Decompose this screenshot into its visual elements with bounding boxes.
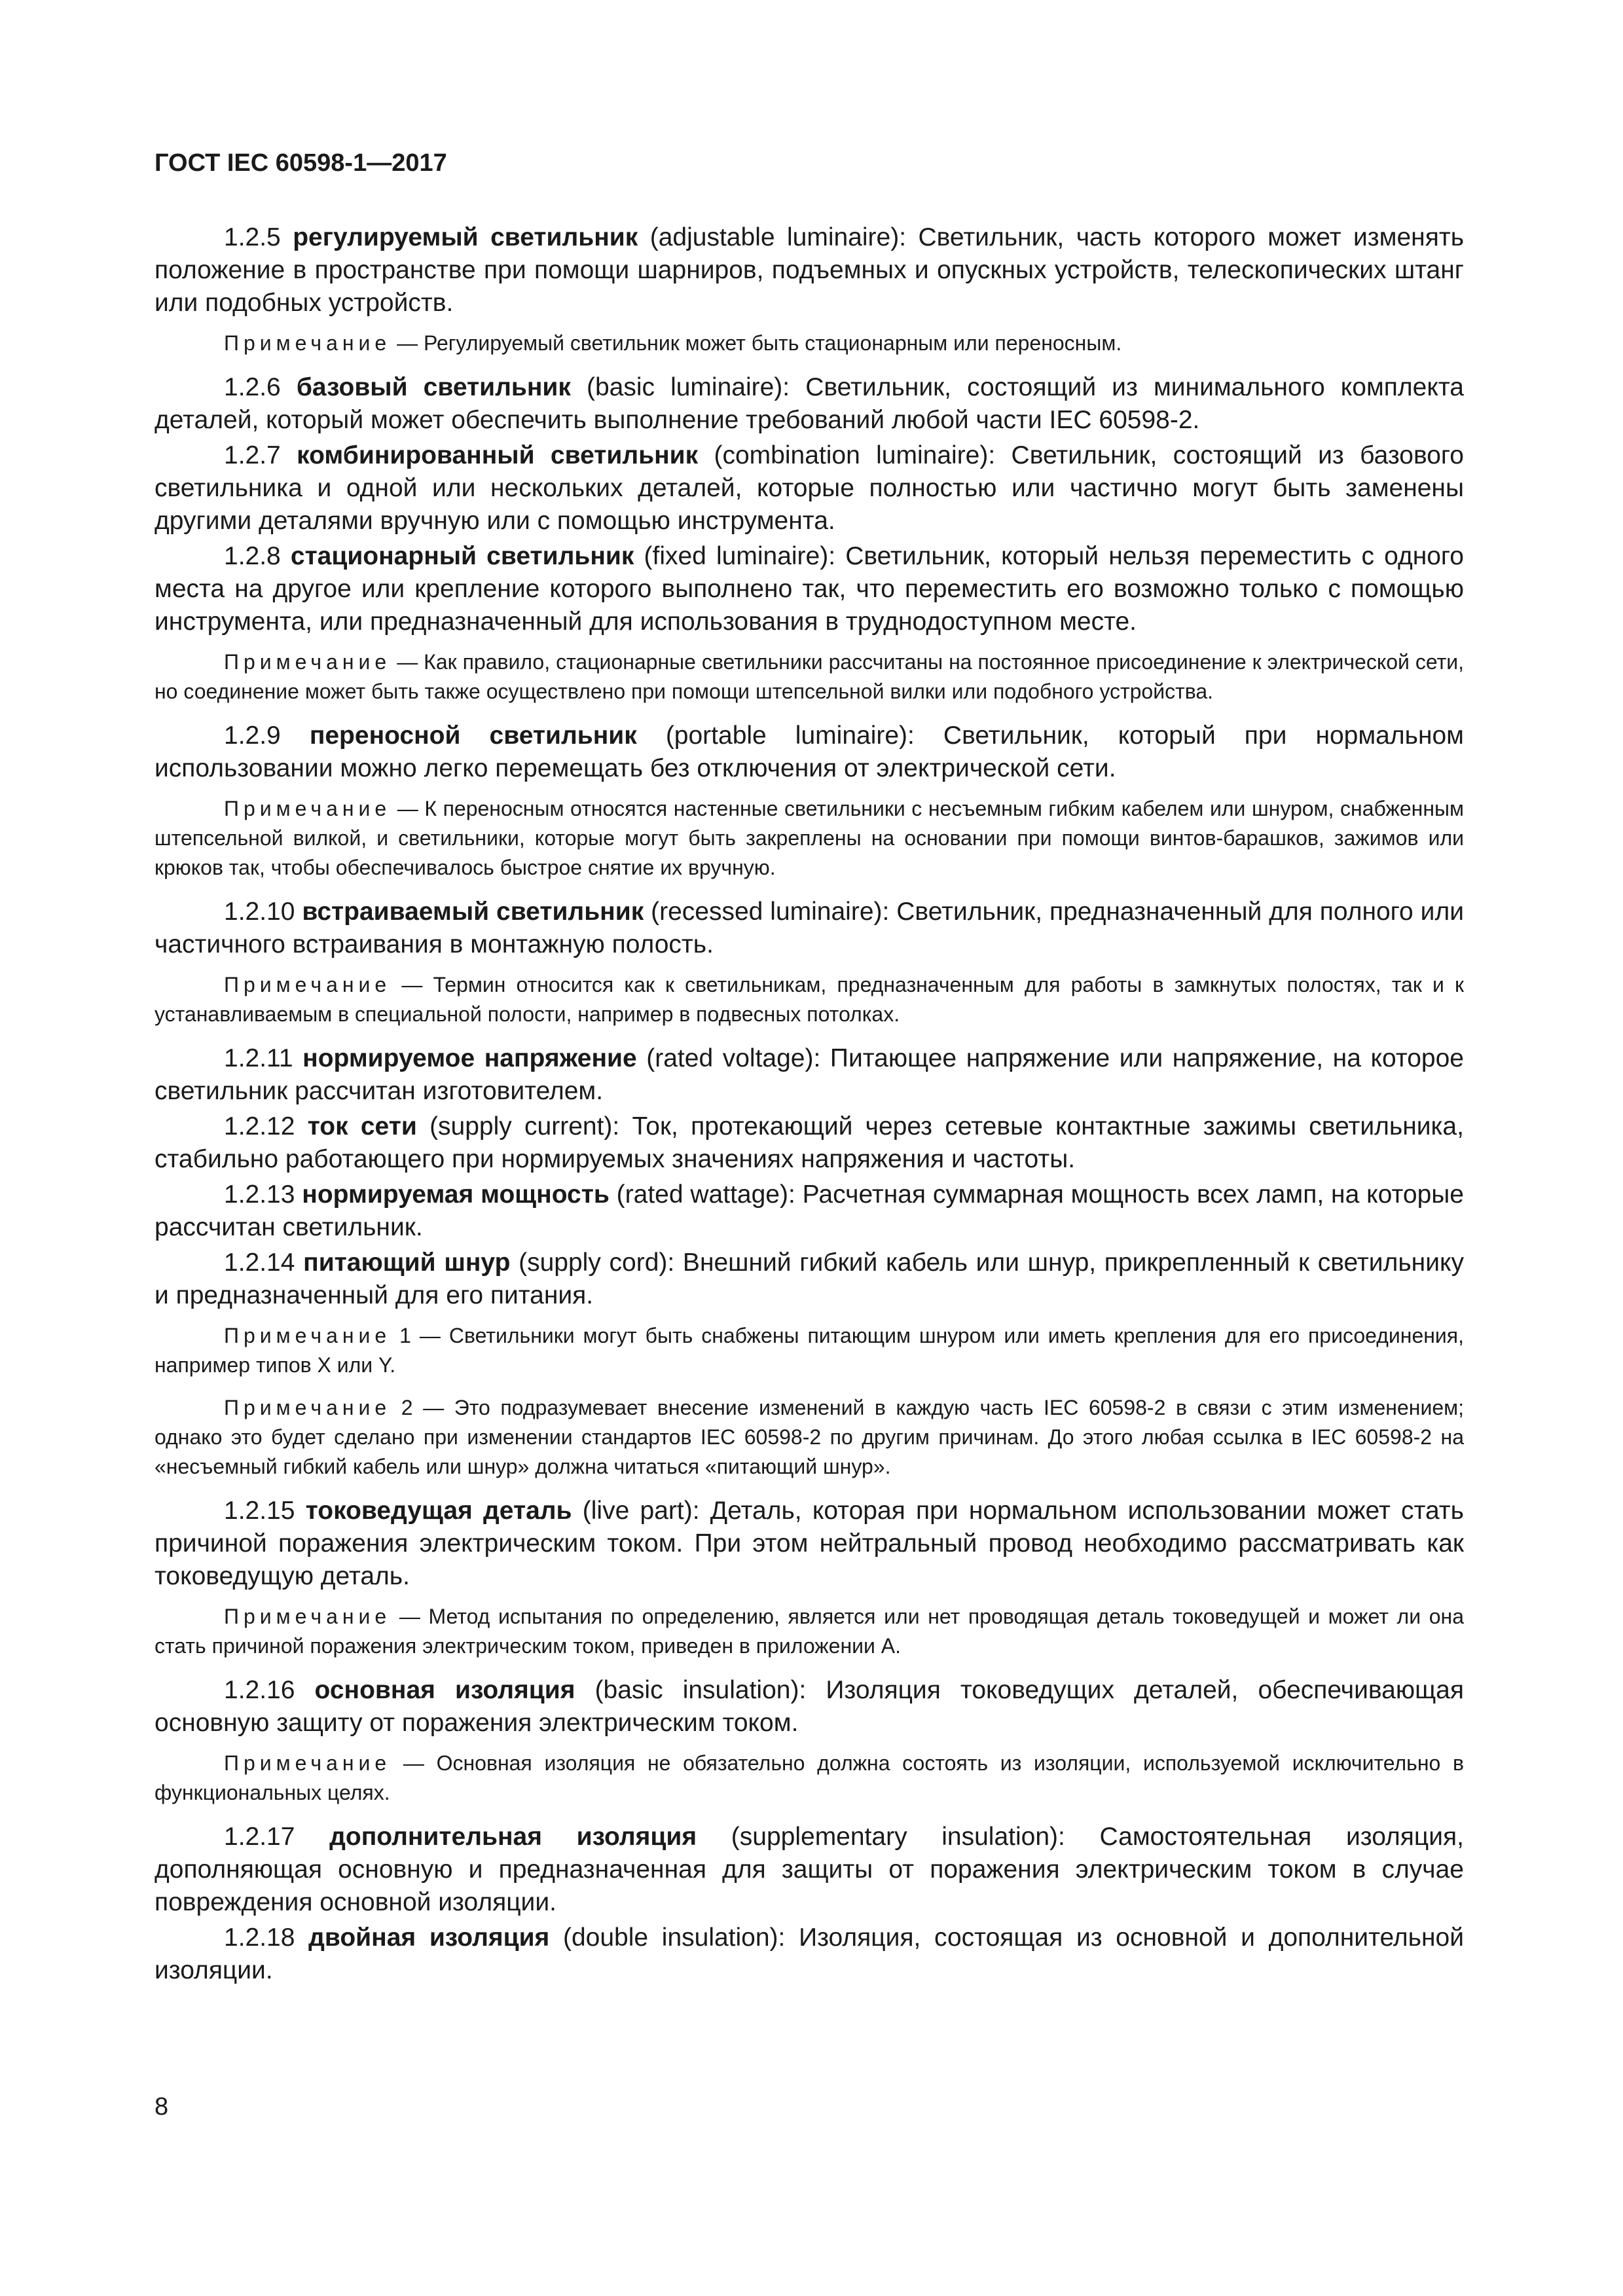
definition-text: (basic insulation): Изоляция токоведущих деталей, обеспечивающая основную защиту от поражения электрическим током. bbox=[155, 1676, 1464, 1737]
note-label: Примечание bbox=[224, 1396, 392, 1419]
clause-number: 1.2.18 bbox=[224, 1923, 309, 1952]
note-label: Примечание bbox=[224, 973, 392, 996]
term-name: двойная изоляция bbox=[308, 1923, 550, 1952]
definition-text: (adjustable luminaire): Светильник, часть которого может изменять положение в пространстве при помощи шарниров, подъемных и опускных устройств, телескопических штанг или подобных устройств. bbox=[155, 223, 1465, 317]
note-text: — Метод испытания по определению, является или нет проводящая деталь токоведущей и может ли она стать причиной поражения электрическим током, приведен в приложении А. bbox=[155, 1605, 1464, 1658]
definition-text: (portable luminaire): Светильник, который при нормальном использовании можно легко перемещать без отключения от электрической сети. bbox=[155, 721, 1464, 782]
note-text: — Регулируемый светильник может быть стационарным или переносным. bbox=[391, 331, 1122, 355]
note-paragraph bbox=[155, 1602, 1464, 1661]
term-name: переносной светильник bbox=[309, 721, 637, 750]
term-name: базовый светильник bbox=[296, 373, 571, 401]
note-label: Примечание bbox=[224, 1605, 392, 1628]
definition-text: (supply cord): Внешний гибкий кабель или шнур, прикрепленный к светильнику и предназначенный для его питания. bbox=[155, 1248, 1464, 1309]
note-text: — Как правило, стационарные светильники рассчитаны на постоянное присоединение к электрической сети, но соединение может быть также осуществлено при помощи штепсельной вилки или подобного устройства. bbox=[155, 650, 1464, 703]
term-definition bbox=[155, 1821, 1464, 1919]
clause-number: 1.2.8 bbox=[224, 542, 291, 570]
note-text: 2 — Это подразумевает внесение изменений в каждую часть IEC 60598-2 в связи с этим изменением; однако это будет сделано при изменении стандартов IEC 60598-2 по другим причинам. До этого любая ссылка в IEC 60598-2 на «несъемный гибкий кабель или шнур» должна читаться «питающий шнур». bbox=[155, 1396, 1464, 1478]
definition-text: (supply current): Ток, протекающий через сетевые контактные зажимы светильника, стабильно работающего при нормируемых значениях напряжения и частоты. bbox=[155, 1112, 1464, 1173]
page-body bbox=[155, 221, 1464, 1990]
term-name: основная изоляция bbox=[314, 1676, 575, 1704]
definition-text: (fixed luminaire): Светильник, который нельзя переместить с одного места на другое или крепление которого выполнено так, что переместить его возможно только с помощью инструмента, или предназначенный для использования в труднодоступном месте. bbox=[155, 542, 1464, 636]
term-name: стационарный светильник bbox=[290, 542, 634, 570]
term-definition bbox=[155, 1674, 1464, 1740]
note-label: Примечание bbox=[224, 1751, 392, 1775]
note-label: Примечание bbox=[224, 650, 392, 674]
definition-text: (rated voltage): Питающее напряжение или напряжение, на которое светильник рассчитан изготовителем. bbox=[155, 1044, 1465, 1105]
clause-number: 1.2.12 bbox=[224, 1112, 308, 1140]
note-paragraph bbox=[155, 1749, 1464, 1808]
clause-number: 1.2.10 bbox=[224, 898, 302, 926]
term-name: регулируемый светильник bbox=[293, 223, 638, 251]
page-number: 8 bbox=[155, 2093, 169, 2121]
clause-number: 1.2.5 bbox=[224, 223, 293, 251]
definition-text: (recessed luminaire): Светильник, предназначенный для полного или частичного встраивания в монтажную полость. bbox=[155, 898, 1464, 958]
definition-text: (supplementary insulation): Самостоятельная изоляция, дополняющая основную и предназначенная для защиты от поражения электрическим током в случае повреждения основной изоляции. bbox=[155, 1823, 1464, 1916]
term-name: дополнительная изоляция bbox=[329, 1823, 697, 1851]
note-paragraph bbox=[155, 1393, 1464, 1482]
term-name: питающий шнур bbox=[303, 1248, 511, 1277]
term-definition bbox=[155, 1922, 1464, 1987]
definition-text: (basic luminaire): Светильник, состоящий из минимального комплекта деталей, который может обеспечить выполнение требований любой части IEC 60598-2. bbox=[155, 373, 1464, 434]
term-name: ток сети bbox=[307, 1112, 417, 1140]
clause-number: 1.2.6 bbox=[224, 373, 297, 401]
term-definition bbox=[155, 1247, 1464, 1312]
term-definition bbox=[155, 1110, 1464, 1176]
term-definition bbox=[155, 1495, 1464, 1593]
definition-text: (combination luminaire): Светильник, состоящий из базового светильника и одной или нескольких деталей, которые полностью или частично могут быть заменены другими деталями вручную или с помощью инструмента. bbox=[155, 441, 1464, 535]
clause-number: 1.2.17 bbox=[224, 1823, 330, 1851]
note-text: 1 — Светильники могут быть снабжены питающим шнуром или иметь крепления для его присоединения, например типов X или Y. bbox=[155, 1324, 1464, 1377]
note-paragraph bbox=[155, 647, 1464, 706]
term-definition bbox=[155, 540, 1464, 638]
term-definition bbox=[155, 720, 1464, 785]
note-paragraph bbox=[155, 970, 1464, 1029]
note-paragraph bbox=[155, 794, 1464, 883]
term-definition bbox=[155, 1042, 1464, 1108]
clause-number: 1.2.11 bbox=[224, 1044, 303, 1072]
clause-number: 1.2.7 bbox=[224, 441, 297, 469]
note-text: — К переносным относятся настенные светильники с несъемным гибким кабелем или шнуром, снабженным штепсельной вилкой, и светильники, которые могут быть закреплены на основании при помощи винтов-барашков, зажимов или крюков так, чтобы обеспечивалось быстрое снятие их вручную. bbox=[155, 797, 1464, 879]
note-label: Примечание bbox=[224, 1324, 392, 1347]
term-definition bbox=[155, 221, 1464, 319]
term-name: встраиваемый светильник bbox=[302, 898, 644, 926]
clause-number: 1.2.15 bbox=[224, 1497, 306, 1525]
term-definition bbox=[155, 1178, 1464, 1244]
term-definition bbox=[155, 896, 1464, 961]
clause-number: 1.2.9 bbox=[224, 721, 310, 750]
document-header: ГОСТ IEC 60598-1—2017 bbox=[155, 149, 447, 177]
term-name: нормируемая мощность bbox=[302, 1180, 610, 1209]
clause-number: 1.2.13 bbox=[224, 1180, 302, 1209]
term-definition bbox=[155, 371, 1464, 437]
term-name: токоведущая деталь bbox=[305, 1497, 572, 1525]
term-definition bbox=[155, 439, 1464, 538]
term-name: нормируемое напряжение bbox=[302, 1044, 637, 1072]
note-label: Примечание bbox=[224, 797, 392, 820]
definition-text: (live part): Деталь, которая при нормальном использовании может стать причиной поражения электрическим током. При этом нейтральный провод необходимо рассматривать как токоведущую деталь. bbox=[155, 1497, 1464, 1590]
clause-number: 1.2.14 bbox=[224, 1248, 304, 1277]
note-paragraph bbox=[155, 1321, 1464, 1380]
clause-number: 1.2.16 bbox=[224, 1676, 315, 1704]
definition-text: (rated wattage): Расчетная суммарная мощность всех ламп, на которые рассчитан светильник. bbox=[155, 1180, 1464, 1241]
note-label: Примечание bbox=[224, 331, 392, 355]
term-name: комбинированный светильник bbox=[297, 441, 699, 469]
note-text: — Основная изоляция не обязательно должна состоять из изоляции, используемой исключительно в функциональных целях. bbox=[155, 1751, 1464, 1804]
definition-text: (double insulation): Изоляция, состоящая из основной и дополнительной изоляции. bbox=[155, 1923, 1464, 1984]
note-paragraph bbox=[155, 329, 1464, 358]
note-text: — Термин относится как к светильникам, предназначенным для работы в замкнутых полостях, так и к устанавливаемым в специальной полости, например в подвесных потолках. bbox=[155, 973, 1464, 1026]
